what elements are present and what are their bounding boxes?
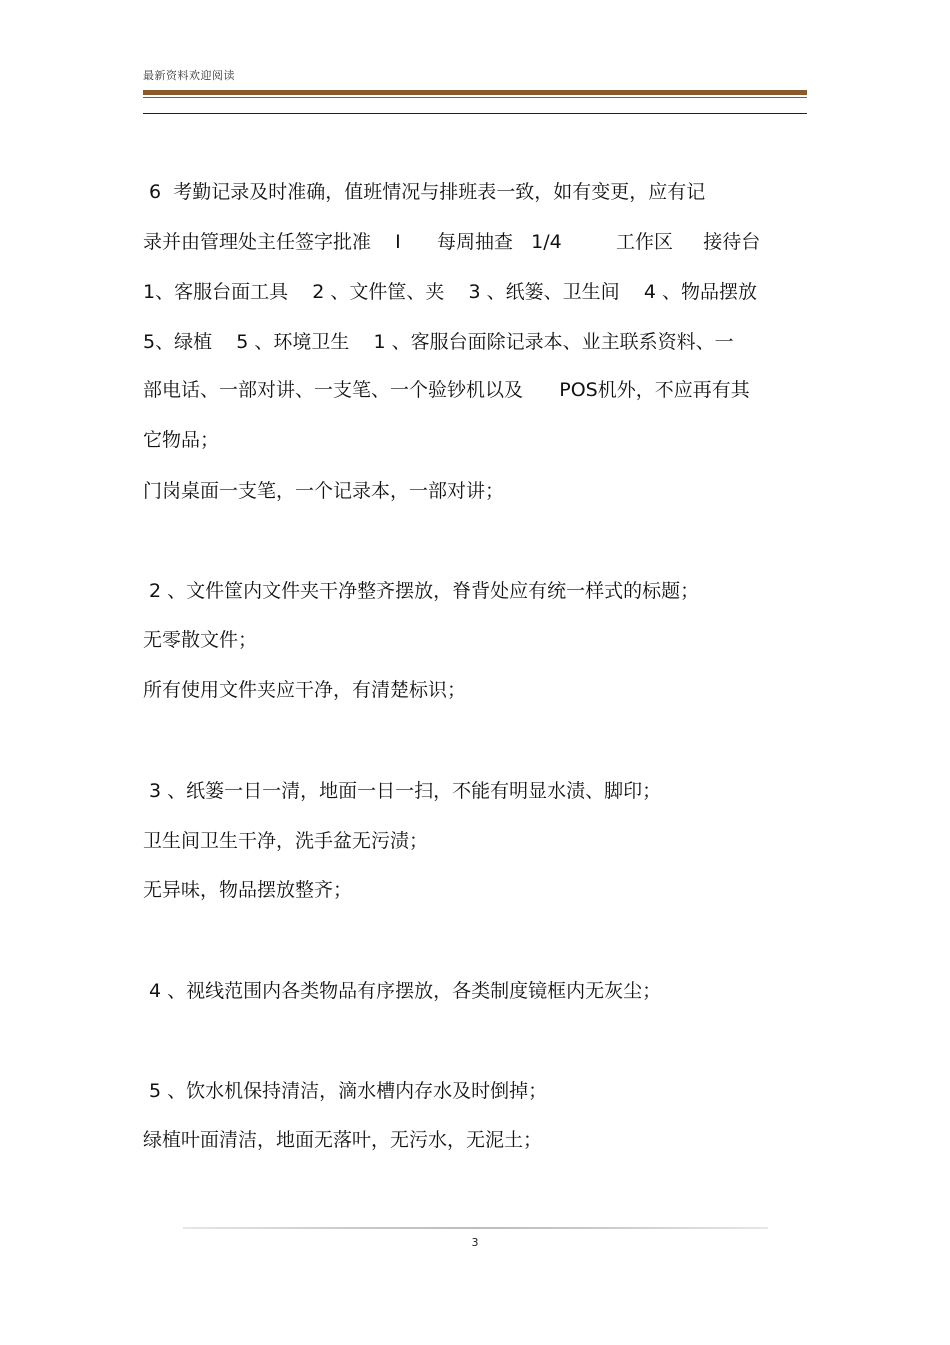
header-rule-bottom <box>143 113 807 114</box>
footer-rule <box>183 1227 768 1229</box>
text-line: 无异味，物品摆放整齐； <box>143 879 353 901</box>
text-line: 1、客服台面工具 2 、文件筐、夹 3 、纸篓、卫生间 4 、物品摆放 <box>143 281 757 303</box>
text-line: 2 、文件筐内文件夹干净整齐摆放，脊背处应有统一样式的标题； <box>143 580 700 602</box>
page-number: 3 <box>471 1236 479 1249</box>
header-rule-thin <box>143 97 807 98</box>
text-line: 6 考勤记录及时准确，值班情况与排班表一致，如有变更，应有记 <box>143 181 706 203</box>
text-line: 门岗桌面一支笔，一个记录本，一部对讲； <box>143 480 505 502</box>
text-line: 部电话、一部对讲、一支笔、一个验钞机以及 POS机外，不应再有其 <box>143 379 750 401</box>
text-line: 绿植叶面清洁，地面无落叶，无污水，无泥土； <box>143 1129 543 1151</box>
text-line: 所有使用文件夹应干净，有清楚标识； <box>143 679 467 701</box>
text-line: 录并由管理处主任签字批准 I 每周抽查 1/4 工作区 接待台 <box>143 231 761 253</box>
text-line: 5、绿植 5 、环境卫生 1 、客服台面除记录本、业主联系资料、一 <box>143 331 734 353</box>
header-rule-thick <box>143 90 807 95</box>
text-line: 它物品； <box>143 429 220 451</box>
page-header-text: 最新资料欢迎阅读 <box>143 69 235 82</box>
text-line: 5 、饮水机保持清洁，滴水槽内存水及时倒掉； <box>143 1080 548 1102</box>
text-line: 4 、视线范围内各类物品有序摆放，各类制度镜框内无灰尘； <box>143 980 662 1002</box>
text-line: 卫生间卫生干净，洗手盆无污渍； <box>143 830 429 852</box>
text-line: 3 、纸篓一日一清，地面一日一扫，不能有明显水渍、脚印； <box>143 780 662 802</box>
text-line: 无零散文件； <box>143 629 258 651</box>
